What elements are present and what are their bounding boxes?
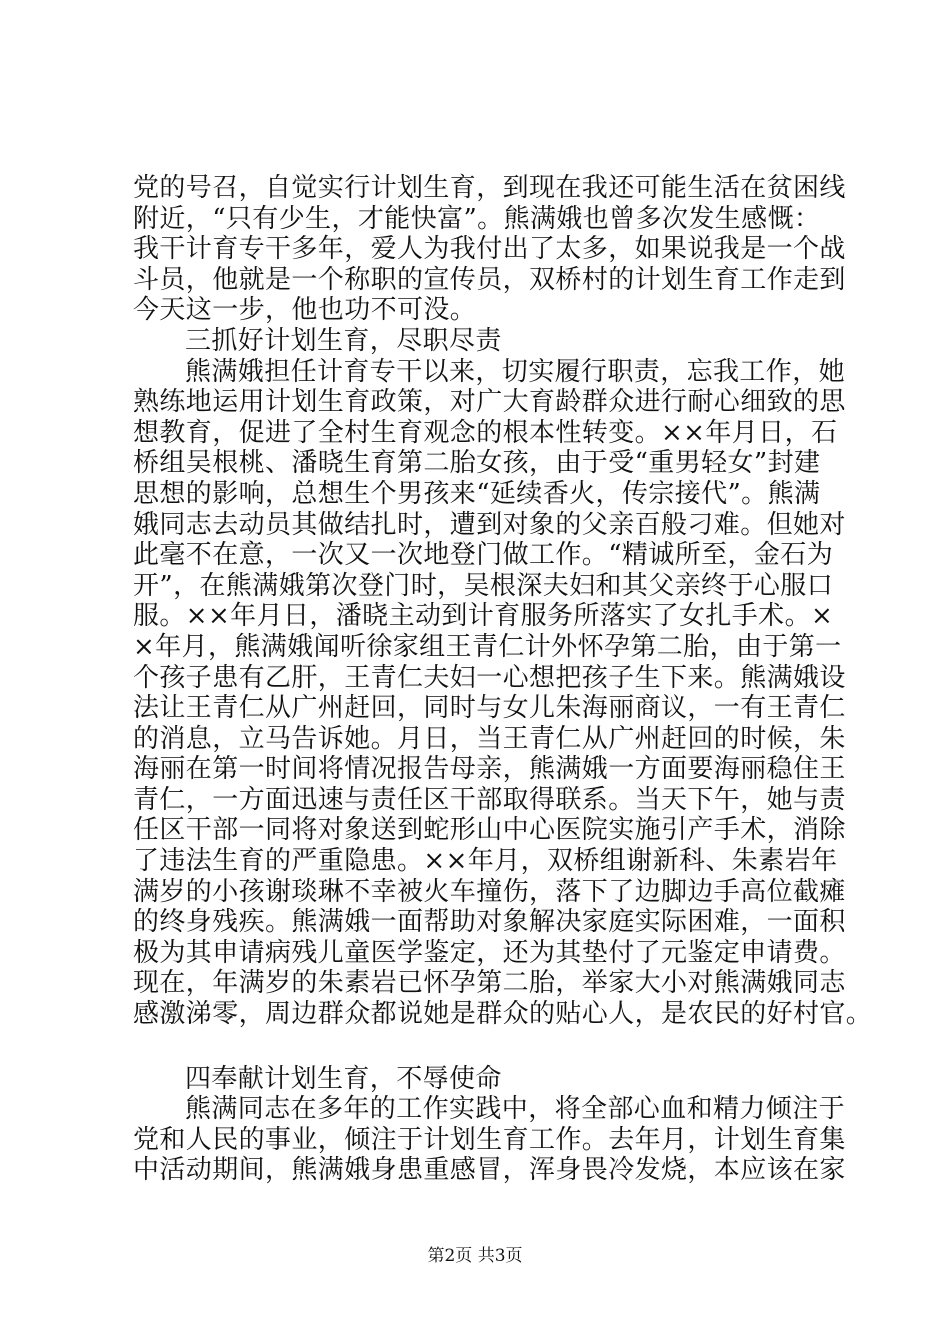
text-line: 的终身残疾。熊满娥一面帮助对象解决家庭实际困难，一面积 <box>133 907 846 938</box>
paragraph-first-line: 熊满娥担任计育专干以来，切实履行职责，忘我工作，她 <box>185 356 846 387</box>
text-line: 任区干部一同将对象送到蛇形山中心医院实施引产手术，消除 <box>133 815 846 846</box>
text-line: 我干计育专干多年，爱人为我付出了太多，如果说我是一个战 <box>133 234 846 265</box>
text-line: 思想的影响，总想生个男孩来“延续香火，传宗接代”。熊满 <box>133 478 821 509</box>
text-line: 青仁，一方面迅速与责任区干部取得联系。当天下午，她与责 <box>133 784 846 815</box>
text-line: 熟练地运用计划生育政策，对广大育龄群众进行耐心细致的思 <box>133 387 846 418</box>
text-line: 斗员，他就是一个称职的宣传员，双桥村的计划生育工作走到 <box>133 264 846 295</box>
text-line: 想教育，促进了全村生育观念的根本性转变。××年月日，石 <box>133 417 838 448</box>
text-line: 附近，“只有少生，才能快富”。熊满娥也曾多次发生感慨： <box>133 203 821 234</box>
text-line: 的消息，立马告诉她。月日，当王青仁从广州赶回的时候，朱 <box>133 723 846 754</box>
paragraph-first-line: 熊满同志在多年的工作实践中，将全部心血和精力倾注于 <box>185 1094 846 1125</box>
paragraph-gap <box>133 1030 833 1064</box>
text-line: 满岁的小孩谢琰琳不幸被火车撞伤，落下了边脚边手高位截瘫 <box>133 876 846 907</box>
text-line: 现在，年满岁的朱素岩已怀孕第二胎，举家大小对熊满娥同志 <box>133 968 846 999</box>
text-line: 中活动期间，熊满娥身患重感冒，浑身畏冷发烧，本应该在家 <box>133 1155 846 1186</box>
text-line: 服。××年月日，潘晓主动到计育服务所落实了女扎手术。× <box>133 601 834 632</box>
section-heading: 三抓好计划生育，尽职尽责 <box>185 325 502 356</box>
text-line: 感激涕零，周边群众都说她是群众的贴心人，是农民的好村官。 <box>133 999 873 1030</box>
section-heading: 四奉献计划生育，不辱使命 <box>185 1063 502 1094</box>
document-body <box>133 173 873 1186</box>
text-line: 桥组吴根桃、潘晓生育第二胎女孩，由于受“重男轻女”封建 <box>133 448 821 479</box>
text-line: 党的号召，自觉实行计划生育，到现在我还可能生活在贫困线 <box>133 173 846 203</box>
text-line: 法让王青仁从广州赶回，同时与女儿朱海丽商议，一有王青仁 <box>133 693 846 724</box>
text-line: 开”，在熊满娥第次登门时，吴根深夫妇和其父亲终于心服口 <box>133 570 834 601</box>
text-line: 娥同志去动员其做结扎时，遭到对象的父亲百般刁难。但她对 <box>133 509 846 540</box>
text-line: 个孩子患有乙肝，王青仁夫妇一心想把孩子生下来。熊满娥设 <box>133 662 846 693</box>
text-line: ×年月，熊满娥闻听徐家组王青仁计外怀孕第二胎，由于第一 <box>133 631 842 662</box>
text-line: 海丽在第一时间将情况报告母亲，熊满娥一方面要海丽稳住王 <box>133 754 846 785</box>
text-line: 极为其申请病残儿童医学鉴定，还为其垫付了元鉴定申请费。 <box>133 937 846 968</box>
text-line: 党和人民的事业，倾注于计划生育工作。去年月，计划生育集 <box>133 1124 846 1155</box>
page-number-footer: 第2页 共3页 <box>427 1246 523 1266</box>
text-line: 此毫不在意，一次又一次地登门做工作。“精诚所至，金石为 <box>133 540 834 571</box>
text-line: 今天这一步，他也功不可没。 <box>133 295 477 326</box>
text-line: 了违法生育的严重隐患。××年月，双桥组谢新科、朱素岩年 <box>133 846 838 877</box>
